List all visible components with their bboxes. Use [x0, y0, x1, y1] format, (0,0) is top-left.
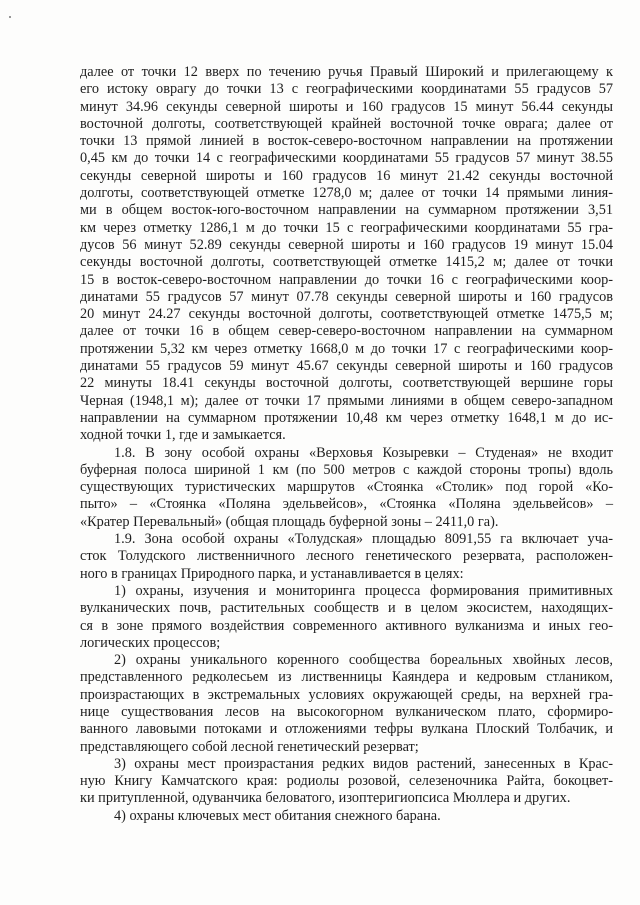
text-line: направлении на суммарном протяжении 10,48 км через отметку 1648,1 м до ис-	[80, 409, 613, 426]
text-line: логических процессов;	[80, 634, 221, 651]
text-line: произрастающих в экстремальных условиях окружающей среды, на верхней гра-	[80, 686, 613, 703]
text-line: 1) охраны, изучения и мониторинга процесса формирования примитивных	[114, 582, 613, 599]
text-line: ся в зоне прямого воздействия современного активного вулканизма и иных гео-	[80, 617, 613, 634]
text-line: долготы, соответствующей отметке 1278,0 м; далее от точки 14 прямыми линия-	[80, 185, 613, 202]
text-line: далее от точки 12 вверх по течению ручья Правый Широкий и прилегающему к	[80, 64, 613, 80]
text-line: протяжении 5,32 км через отметку 1668,0 м до точки 17 с географическими коор-	[80, 340, 613, 357]
text-line: Черная (1948,1 м); далее от точки 17 прямыми линиями в общем северо-западном	[80, 392, 613, 409]
text-line: точки 13 прямой линией в восток-северо-восточном направлении на протяжении	[80, 133, 613, 150]
text-line: 2) охраны уникального коренного сообщества бореальных хвойных лесов,	[114, 652, 613, 669]
document-body	[80, 64, 613, 825]
text-line: восточной долготы, соответствующей крайней восточной точке оврага; далее от	[80, 115, 613, 132]
text-line: вулканических почв, растительных сообществ и в целом экосистем, находящих-	[80, 600, 613, 617]
text-line: «Кратер Перевальный» (общая площадь буферной зоны – 2411,0 га).	[80, 513, 499, 530]
text-line: ходной точки 1, где и замыкается.	[80, 427, 286, 444]
text-line: динатами 55 градусов 59 минут 45.67 секунды северной широты и 160 градусов	[80, 358, 613, 375]
text-line: 1.9. Зона особой охраны «Толудская» площадью 8091,55 га включает уча-	[114, 531, 613, 548]
text-line: 15 в восток-северо-восточном направлении до точки 16 с географическими коор-	[80, 271, 613, 288]
text-line: динатами 55 градусов 57 минут 07.78 секунды северной широты и 160 градусов	[80, 288, 613, 305]
text-line: 20 минут 24.27 секунды восточной долготы, соответствующей отметке 1475,5 м;	[80, 306, 613, 323]
text-line: 22 минуты 18.41 секунды восточной долготы, соответствующей вершине горы	[80, 375, 613, 392]
text-line: 1.8. В зону особой охраны «Верховья Козыревки – Студеная» не входит	[114, 444, 613, 461]
text-line: ми в общем восток-юго-восточном направлении на суммарном протяжении 3,51	[80, 202, 613, 219]
text-line: секунды восточной долготы, соответствующей отметке 1415,2 м; далее от точки	[80, 254, 613, 271]
scan-speck	[9, 16, 11, 18]
text-line: минут 34.96 секунды северной широты и 160 градусов 15 минут 56.44 секунды	[80, 98, 613, 115]
text-line: 0,45 км до точки 14 с географическими координатами 55 градусов 57 минут 38.55	[80, 150, 613, 167]
text-line: ную Книгу Камчатского края: родиолы розовой, селезеночника Райта, бокоцвет-	[80, 773, 613, 790]
text-line: секунды северной широты и 160 градусов 16 минут 21.42 секунды восточной	[80, 167, 613, 184]
text-line: 4) охраны ключевых мест обитания снежного барана.	[114, 807, 441, 824]
text-line: представляющего собой лесной генетический резерват;	[80, 738, 419, 755]
text-line: нице существования лесов на высокогорном вулканическом плато, сформиро-	[80, 703, 613, 720]
text-line: ванного лавовыми потоками и отложениями тефры вулкана Плоский Толбачик, и	[80, 721, 613, 738]
text-line: далее от точки 16 в общем север-северо-восточном направлении на суммарном	[80, 323, 613, 340]
text-line: 3) охраны мест произрастания редких видов растений, занесенных в Крас-	[114, 755, 613, 772]
text-line: ного в границах Природного парка, и устанавливается в целях:	[80, 565, 464, 582]
text-line: сток Толудского лиственничного лесного генетического резервата, расположен-	[80, 548, 613, 565]
text-line: пыто» – «Стоянка «Поляна эдельвейсов», «Стоянка «Поляна эдельвейсов» –	[80, 496, 613, 513]
text-line: его истоку оврагу до точки 13 с географическими координатами 55 градусов 57	[80, 81, 613, 98]
text-line: представленного редколесьем из лиственницы Каяндера и кедровым стлаником,	[80, 669, 613, 686]
text-line: буферная полоса шириной 1 км (по 500 метров с каждой стороны тропы) вдоль	[80, 461, 613, 478]
text-line: ки притупленной, одуванчика беловатого, изоптеригиопсиса Мюллера и других.	[80, 790, 571, 807]
text-line: дусов 56 минут 52.89 секунды северной широты и 160 градусов 19 минут 15.04	[80, 236, 613, 253]
text-line: существующих туристических маршрутов «Стоянка «Столик» под горой «Ко-	[80, 479, 613, 496]
text-line: км через отметку 1286,1 м до точки 15 с географическими координатами 55 гра-	[80, 219, 613, 236]
